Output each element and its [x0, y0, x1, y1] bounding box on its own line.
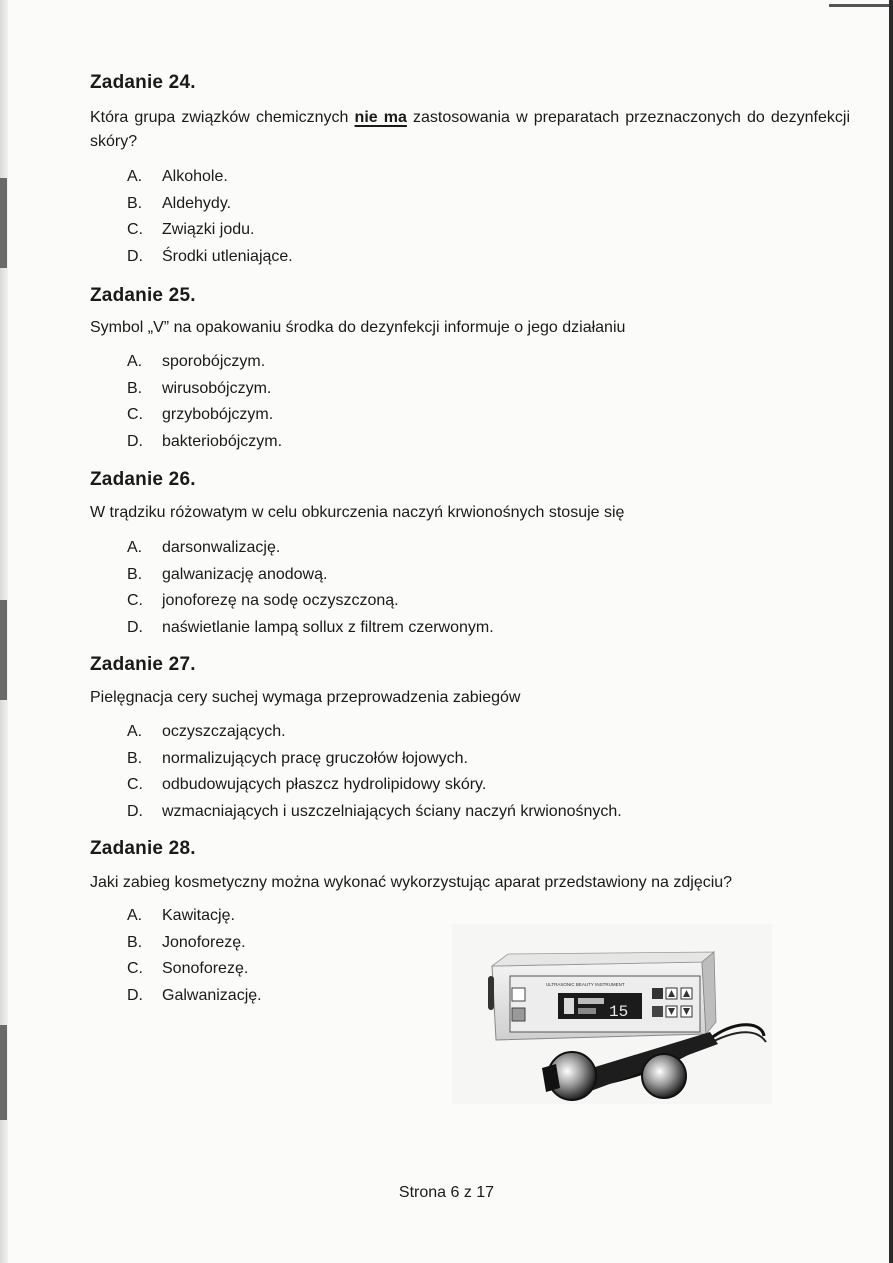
task-28-title: Zadanie 28. — [90, 838, 196, 859]
answer-option[interactable]: B. normalizujących pracę gruczołów łojowych. — [127, 749, 468, 767]
task-27-answers — [127, 719, 622, 825]
task-28-answers — [127, 903, 262, 1009]
negation-emphasis: nie ma — [354, 109, 407, 126]
answer-option[interactable]: A. oczyszczających. — [127, 723, 286, 740]
answer-option[interactable]: A. Kawitację. — [127, 907, 235, 924]
answer-option[interactable]: B. Aldehydy. — [127, 194, 232, 212]
binding-mark — [0, 1025, 7, 1120]
task-26-question: W trądziku różowatym w celu obkurczenia naczyń krwionośnych stosuje się — [90, 504, 625, 521]
task-24-title: Zadanie 24. — [90, 72, 196, 93]
answer-option[interactable]: A. Alkohole. — [127, 168, 228, 185]
device-display-value: 15 — [609, 1003, 629, 1021]
answer-option[interactable]: C. grzybobójczym. — [127, 406, 274, 423]
answer-option[interactable]: B. wirusobójczym. — [127, 379, 272, 397]
task-26-title: Zadanie 26. — [90, 469, 196, 490]
task-28-question: Jaki zabieg kosmetyczny można wykonać wykorzystując aparat przedstawiony na zdjęciu? — [90, 874, 733, 891]
panel-button-icon — [652, 1006, 663, 1017]
answer-option[interactable]: C. jonoforezę na sodę oczyszczoną. — [127, 592, 399, 609]
answer-option[interactable]: B. Jonoforezę. — [127, 933, 246, 951]
panel-button-icon — [652, 988, 663, 999]
answer-option[interactable]: D. wzmacniających i uszczelniających ściany naczyń krwionośnych. — [127, 802, 622, 820]
task-24-question: Która grupa związków chemicznych nie ma zastosowania w preparatach przeznaczonych do dezynfekcji skóry? — [90, 109, 851, 150]
device-panel-label: ULTRASONIC BEAUTY INSTRUMENT — [546, 982, 625, 987]
task-27-title: Zadanie 27. — [90, 654, 196, 675]
panel-switch-icon — [512, 988, 525, 1001]
binding-mark — [0, 178, 7, 268]
page-number: Strona 6 z 17 — [398, 1184, 495, 1201]
task-26-answers — [127, 535, 494, 641]
answer-option[interactable]: D. bakteriobójczym. — [127, 432, 283, 450]
task-27-question: Pielęgnacja cery suchej wymaga przeprowadzenia zabiegów — [90, 689, 521, 706]
panel-knob-icon — [512, 1008, 525, 1021]
answer-option[interactable]: B. galwanizację anodową. — [127, 565, 328, 583]
ultrasound-head-icon — [642, 1054, 686, 1098]
answer-option[interactable]: A. sporobójczym. — [127, 353, 266, 370]
answer-option[interactable]: D. Galwanizację. — [127, 986, 262, 1004]
task-24-answers — [127, 164, 293, 270]
answer-option[interactable]: C. Związki jodu. — [127, 221, 255, 238]
answer-option[interactable]: C. Sonoforezę. — [127, 960, 249, 977]
answer-option[interactable]: D. Środki utleniające. — [127, 247, 293, 265]
scan-shadow-right — [889, 0, 893, 1263]
scan-corner-mark — [829, 4, 889, 7]
binding-mark — [0, 600, 7, 700]
ultrasonic-device-photo — [452, 924, 772, 1104]
task-25-title: Zadanie 25. — [90, 285, 196, 306]
task-25-question: Symbol „V” na opakowaniu środka do dezynfekcji informuje o jego działaniu — [90, 319, 626, 336]
answer-option[interactable]: D. naświetlanie lampą sollux z filtrem czerwonym. — [127, 618, 494, 636]
answer-option[interactable]: A. darsonwalizację. — [127, 539, 281, 556]
answer-option[interactable]: C. odbudowujących płaszcz hydrolipidowy skóry. — [127, 776, 487, 793]
task-25-answers — [127, 349, 282, 455]
